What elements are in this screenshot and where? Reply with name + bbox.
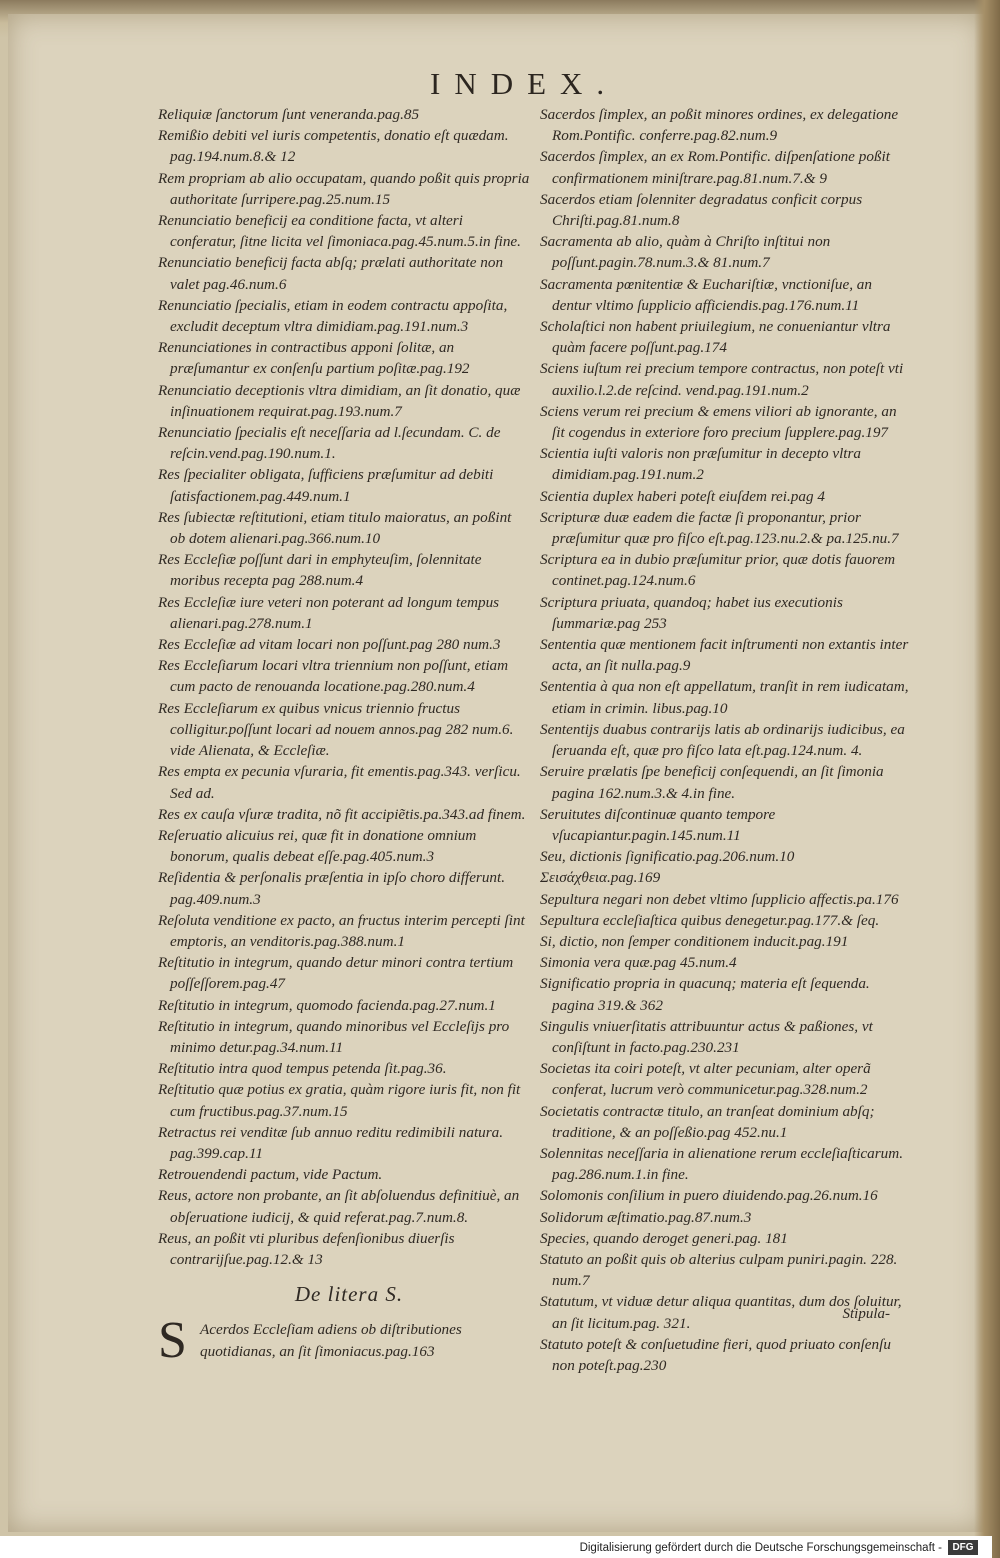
dfg-logo: DFG xyxy=(948,1540,978,1555)
index-entry: Rem propriam ab alio occupatam, quando poßit quis propria authoritate ſurripere.pag.25.num.15 xyxy=(158,169,530,208)
index-entry: Singulis vniuerſitatis attribuuntur actus & paßiones, vt conſiſtunt in facto.pag.230.231 xyxy=(540,1017,873,1056)
index-entry: Solennitas neceſſaria in alienatione rerum eccleſiaſticarum. pag.286.num.1.in fine. xyxy=(540,1144,904,1184)
index-entry: Reſtitutio intra quod tempus petenda ſit.pag.36. xyxy=(158,1060,447,1078)
index-entry: Retrouendendi pactum, vide Pactum. xyxy=(158,1166,383,1184)
index-entry: Sacramenta ab alio, quàm à Chriſto inſtitui non poſſunt.pagin.78.num.3.& 81.num.7 xyxy=(540,233,831,272)
index-entry: Reſoluta venditione ex pacto, an fructus interim percepti ſint emptoris, an venditoris.pag.388.num.1 xyxy=(158,911,525,950)
index-entry: Scholaſtici non habent priuilegium, ne conueniantur vltra quàm facere poſſunt.pag.174 xyxy=(540,318,891,357)
index-entry: Res Eccleſiæ poſſunt dari in emphyteuſim, ſolennitate moribus recepta pag 288.num.4 xyxy=(158,551,482,590)
index-entry: Reſtitutio in integrum, quando minoribus vel Eccleſijs pro minimo detur.pag.34.num.11 xyxy=(158,1017,510,1056)
index-entry: Reus, actore non probante, an ſit abſoluendus definitiuè, an obſeruatione iudicij, & quid referat.pag.7.num.8. xyxy=(158,1187,520,1226)
index-entry: Sepultura negari non debet vltimo ſupplicio affectis.pa.176 xyxy=(540,890,899,908)
index-entry: Species, quando deroget generi.pag. 181 xyxy=(540,1229,788,1247)
index-entry: Statuto an poßit quis ob alterius culpam puniri.pagin. 228. num.7 xyxy=(540,1250,898,1290)
index-entry: Sententijs duabus contrarijs latis ab ordinarijs iudicibus, ea ſeruanda eſt, quæ pro fiſco lata eſt.pag.124.num. 4. xyxy=(540,720,905,760)
index-entry: Statutum, vt viduæ detur aliqua quantitas, dum dos ſoluitur, an ſit licitum.pag. 321. xyxy=(540,1293,902,1332)
drop-cap: S xyxy=(158,1312,187,1370)
index-entry: Solidorum æſtimatio.pag.87.num.3 xyxy=(540,1208,752,1226)
index-entry: Seu, dictionis ſignificatio.pag.206.num.10 xyxy=(540,848,795,866)
left-column xyxy=(158,104,530,1370)
index-entry: Renunciatio deceptionis vltra dimidiam, an ſit donatio, quæ inſinuationem requirat.pag.193.num.7 xyxy=(158,381,521,420)
index-entry: Scriptura ea in dubio præſumitur prior, quæ dotis fauorem continet.pag.124.num.6 xyxy=(540,551,896,590)
section-title: De litera S. xyxy=(294,1282,404,1307)
index-entry: Sepultura eccleſiaſtica quibus denegetur.pag.177.& ſeq. xyxy=(540,911,880,929)
left-entry-list xyxy=(158,104,530,1270)
index-entry: Renunciatio beneficij facta abſq; prælati authoritate non valet pag.46.num.6 xyxy=(158,254,504,293)
index-entry: Seruire prælatis ſpe beneficij conſequendi, an ſit ſimonia pagina 162.num.3.& 4.in fine. xyxy=(540,763,884,802)
index-entry: Reſeruatio alicuius rei, quæ fit in donatione omnium bonorum, qualis debeat eſſe.pag.405.num.3 xyxy=(158,826,477,866)
index-entry: Σεισάχθεια.pag.169 xyxy=(540,869,661,887)
index-entry: Sacerdos etiam ſolenniter degradatus conficit corpus Chriſti.pag.81.num.8 xyxy=(540,190,863,230)
index-entry: Sententia à qua non eſt appellatum, tranſit in rem iudicatam, etiam in crimin. libus.pag.10 xyxy=(540,678,909,717)
index-entry: Res ex cauſa vſuræ tradita, nõ fit accipiẽtis.pa.343.ad finem. xyxy=(158,805,526,823)
index-entry: Res Eccleſiæ ad vitam locari non poſſunt.pag 280 num.3 xyxy=(158,636,501,654)
footer-text: Digitalisierung gefördert durch die Deutsche Forschungsgemeinschaft - xyxy=(579,1542,942,1554)
index-entry: Res ſpecialiter obligata, ſufficiens præſumitur ad debiti ſatisfactionem.pag.449.num.1 xyxy=(158,466,494,505)
index-entry: Res Eccleſiarum locari vltra triennium non poſſunt, etiam cum pacto de renouanda locatione.pag.280.num.4 xyxy=(158,657,509,696)
catchword: Stipula- xyxy=(842,1306,890,1322)
index-entry: Scientia duplex haberi poteſt eiuſdem rei.pag 4 xyxy=(540,487,825,505)
right-column xyxy=(540,104,910,1376)
index-entry: Solomonis conſilium in puero diuidendo.pag.26.num.16 xyxy=(540,1187,878,1205)
index-entry: Reus, an poßit vti pluribus defenſionibus diuerſis contrarijſue.pag.12.& 13 xyxy=(158,1229,455,1268)
index-entry: Res Eccleſiarum ex quibus vnicus triennio fructus colligitur.poſſunt locari ad nouem annos.pag 282 num.6. vide Alienata, & Eccleſiæ. xyxy=(158,699,514,760)
binding-edge xyxy=(974,0,1000,1558)
index-entry: Reſidentia & perſonalis præſentia in ipſo choro differunt. pag.409.num.3 xyxy=(158,869,506,908)
index-entry: Scriptura priuata, quandoq; habet ius executionis ſummariæ.pag 253 xyxy=(540,593,843,632)
index-entry: Reſtitutio in integrum, quando detur minori contra tertium poſſeſſorem.pag.47 xyxy=(158,954,514,993)
index-entry: Retractus rei venditæ ſub annuo reditu redimibili natura. pag.399.cap.11 xyxy=(158,1123,504,1162)
index-entry: Renunciatio ſpecialis eſt neceſſaria ad l.ſecundam. C. de reſcin.vend.pag.190.num.1. xyxy=(158,424,501,463)
index-entry: Res empta ex pecunia vſuraria, fit ementis.pag.343. verſicu. Sed ad. xyxy=(158,763,521,802)
index-entry: Statuto poteſt & conſuetudine fieri, quod priuato conſenſu non poteſt.pag.230 xyxy=(540,1335,891,1374)
index-entry: Scientia iuſti valoris non præſumitur in decepto vltra dimidiam.pag.191.num.2 xyxy=(540,445,862,484)
index-entry: Renunciationes in contractibus apponi ſolitæ, an præſumantur ex conſenſu partium poſitæ.pag.192 xyxy=(158,339,470,378)
index-entry: Sciens iuſtum rei precium tempore contractus, non poteſt vti auxilio.l.2.de reſcind. vend.pag.191.num.2 xyxy=(540,360,904,399)
index-entry: Societatis contractæ titulo, an tranſeat dominium abſq; traditione, & an poſſeßio.pag 452.nu.1 xyxy=(540,1102,875,1141)
index-entry: Renunciatio beneficij ea conditione facta, vt alteri conferatur, ſitne licita vel ſimoniaca.pag.45.num.5.in fine. xyxy=(158,212,521,251)
index-entry: Significatio propria in quacunq; materia eſt ſequenda. pagina 319.& 362 xyxy=(540,975,870,1014)
index-entry: Societas ita coiri poteſt, vt alter pecuniam, alter operã conferat, lucrum verò communicetur.pag.328.num.2 xyxy=(540,1060,871,1099)
index-entry: Si, dictio, non ſemper conditionem inducit.pag.191 xyxy=(540,932,849,950)
index-entry: Scripturæ duæ eadem die factæ ſi proponantur, prior præſumitur quæ pro fiſco eſt.pag.123.nu.2.& pa.125.nu.7 xyxy=(540,508,899,548)
index-entry: Sacerdos ſimplex, an poßit minores ordines, ex delegatione Rom.Pontific. conferre.pag.82.num.9 xyxy=(540,106,899,145)
index-entry: Sacerdos ſimplex, an ex Rom.Pontific. diſpenſatione poßit confirmationem miniſtrare.pag.81.num.7.& 9 xyxy=(540,148,890,187)
index-entry: Sciens verum rei precium & emens viliori ab ignorante, an ſit cogendus in exteriore foro precium ſupplere.pag.197 xyxy=(540,402,897,442)
index-entry: Sententia quæ mentionem facit inſtrumenti non extantis inter acta, an ſit nulla.pag.9 xyxy=(540,636,909,675)
section-first-entry xyxy=(158,1312,530,1370)
index-entry: Res ſubiectæ reſtitutioni, etiam titulo maioratus, an poßint ob dotem alienari.pag.366.num.10 xyxy=(158,508,512,548)
index-entry: Reſtitutio quæ potius ex gratia, quàm rigore iuris fit, non fit cum fructibus.pag.37.num.15 xyxy=(158,1081,521,1120)
section-first-entry-text: Acerdos Eccleſiam adiens ob diſtributiones quotidianas, an ſit ſimoniacus.pag.163 xyxy=(200,1321,462,1360)
index-entry: Renunciatio ſpecialis, etiam in eodem contractu appoſita, excludit deceptum vltra dimidiam.pag.191.num.3 xyxy=(158,296,508,336)
footer-bar xyxy=(0,1536,992,1558)
index-entry: Seruitutes diſcontinuæ quanto tempore vſucapiantur.pagin.145.num.11 xyxy=(540,805,776,844)
index-entry: Res Eccleſiæ iure veteri non poterant ad longum tempus alienari.pag.278.num.1 xyxy=(158,593,500,632)
index-entry: Remißio debiti vel iuris competentis, donatio eſt quædam. pag.194.num.8.& 12 xyxy=(158,127,509,166)
right-entry-list xyxy=(540,104,910,1376)
index-entry: Sacramenta pœnitentiæ & Euchariſtiæ, vnctioniſue, an dentur vltimo ſupplicio afficiendis.pag.176.num.11 xyxy=(540,275,872,314)
index-entry: Reliquiæ ſanctorum ſunt veneranda.pag.85 xyxy=(158,106,420,123)
index-entry: Reſtitutio in integrum, quomodo facienda.pag.27.num.1 xyxy=(158,996,496,1014)
page-header: INDEX. xyxy=(430,66,619,101)
index-entry: Simonia vera quæ.pag 45.num.4 xyxy=(540,954,737,972)
